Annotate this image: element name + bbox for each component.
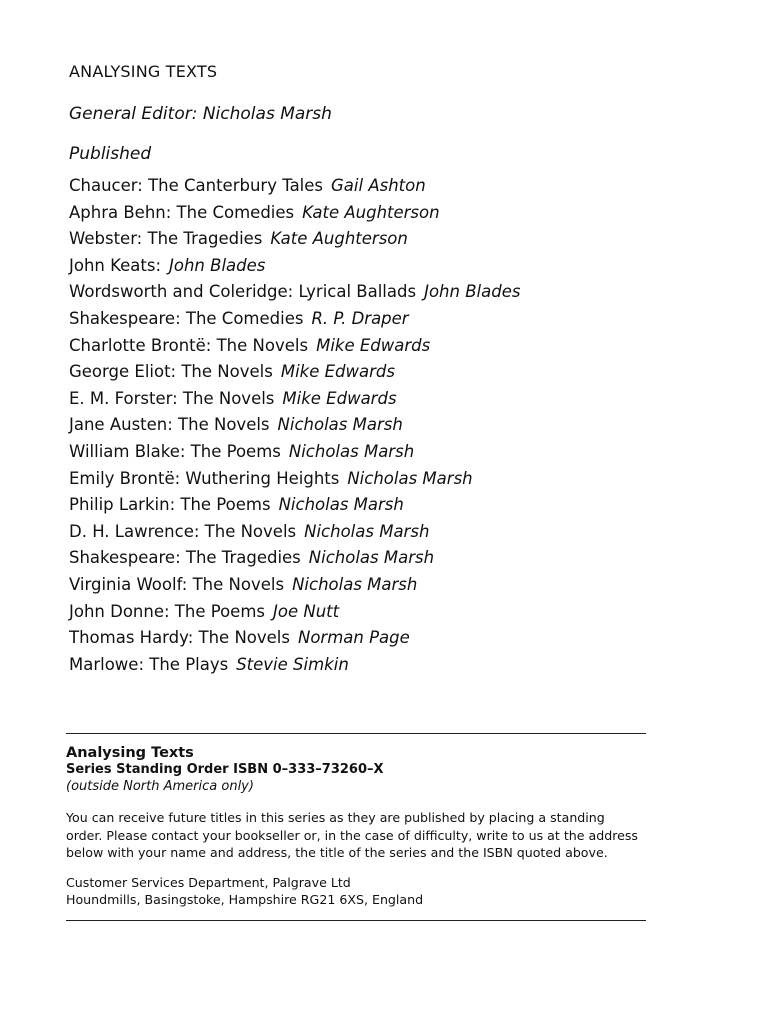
list-item <box>69 439 520 466</box>
book-title: George Eliot: The Novels <box>69 362 273 382</box>
list-item <box>69 359 520 386</box>
book-author: Kate Aughterson <box>270 229 408 249</box>
book-author: John Blades <box>169 255 266 275</box>
book-title: William Blake: The Poems <box>69 441 281 461</box>
book-author: Mike Edwards <box>280 362 395 382</box>
list-item <box>69 279 520 306</box>
list-item <box>69 572 520 599</box>
book-author: R. P. Draper <box>311 308 409 328</box>
book-title: Wordsworth and Coleridge: Lyrical Ballads <box>69 282 417 302</box>
list-item <box>69 333 520 360</box>
list-item <box>69 519 520 546</box>
list-item <box>69 412 520 439</box>
book-author: Nicholas Marsh <box>292 574 418 594</box>
general-editor: General Editor: Nicholas Marsh <box>69 104 332 124</box>
book-author: Stevie Simkin <box>236 654 349 674</box>
book-author: Nicholas Marsh <box>288 441 415 461</box>
book-author: Joe Nutt <box>273 601 340 621</box>
book-title: E. M. Forster: The Novels <box>69 388 275 408</box>
book-author: Nicholas Marsh <box>308 548 435 568</box>
list-item <box>69 599 520 626</box>
list-item <box>69 545 520 572</box>
book-author: Nicholas Marsh <box>278 495 404 515</box>
book-title: Virginia Woolf: The Novels <box>69 574 285 594</box>
list-item <box>69 253 520 280</box>
address-line: Customer Services Department, Palgrave Ltd <box>66 874 351 890</box>
top-divider <box>66 733 646 734</box>
book-author: Gail Ashton <box>331 176 426 195</box>
list-item <box>69 306 520 333</box>
list-item <box>69 200 520 227</box>
book-author: Mike Edwards <box>282 388 397 408</box>
standing-order-block <box>66 745 716 909</box>
book-author: Nicholas Marsh <box>347 468 473 488</box>
book-title: Shakespeare: The Tragedies <box>69 548 301 568</box>
published-label: Published <box>69 144 152 164</box>
book-title: John Donne: The Poems <box>69 601 266 621</box>
published-titles-list <box>69 173 520 678</box>
body-line: You can receive future titles in this series as they are published by placing a standing <box>66 810 605 825</box>
book-author: Nicholas Marsh <box>304 521 430 541</box>
address-line: Houndmills, Basingstoke, Hampshire RG21 6XS, England <box>66 892 424 907</box>
book-title: Chaucer: The Canterbury Tales <box>69 176 324 195</box>
book-title: Marlowe: The Plays <box>69 654 229 674</box>
customer-services-address <box>66 874 716 909</box>
series-title: ANALYSING TEXTS <box>69 62 218 81</box>
book-title: Emily Brontë: Wuthering Heights <box>69 468 340 488</box>
book-author: John Blades <box>424 282 521 302</box>
body-line: below with your name and address, the title of the series and the ISBN quoted above. <box>66 845 608 860</box>
list-item <box>69 173 520 200</box>
list-item <box>69 386 520 413</box>
book-title: Webster: The Tragedies <box>69 229 263 249</box>
book-title: Philip Larkin: The Poems <box>69 495 271 515</box>
book-author: Nicholas Marsh <box>277 415 403 435</box>
book-title: Aphra Behn: The Comedies <box>69 202 295 222</box>
standing-order-heading: Analysing Texts <box>66 745 194 761</box>
book-title: Charlotte Brontë: The Novels <box>69 335 309 355</box>
list-item <box>69 652 520 679</box>
list-item <box>69 625 520 652</box>
body-line: order. Please contact your bookseller or, in the case of difficulty, write to us at the address <box>66 827 638 843</box>
standing-order-note: (outside North America only) <box>66 779 254 794</box>
book-title: D. H. Lawrence: The Novels <box>69 521 297 541</box>
book-author: Kate Aughterson <box>302 202 440 222</box>
book-title: Jane Austen: The Novels <box>69 415 270 435</box>
list-item <box>69 226 520 253</box>
book-title: John Keats: <box>69 255 162 275</box>
standing-order-body <box>66 809 716 862</box>
list-item <box>69 492 520 519</box>
bottom-divider <box>66 920 646 921</box>
list-item <box>69 466 520 493</box>
standing-order-isbn: Series Standing Order ISBN 0–333–73260–X <box>66 762 384 777</box>
book-title: Shakespeare: The Comedies <box>69 308 304 328</box>
book-author: Norman Page <box>297 628 410 648</box>
book-author: Mike Edwards <box>316 335 431 355</box>
book-title: Thomas Hardy: The Novels <box>69 628 290 648</box>
